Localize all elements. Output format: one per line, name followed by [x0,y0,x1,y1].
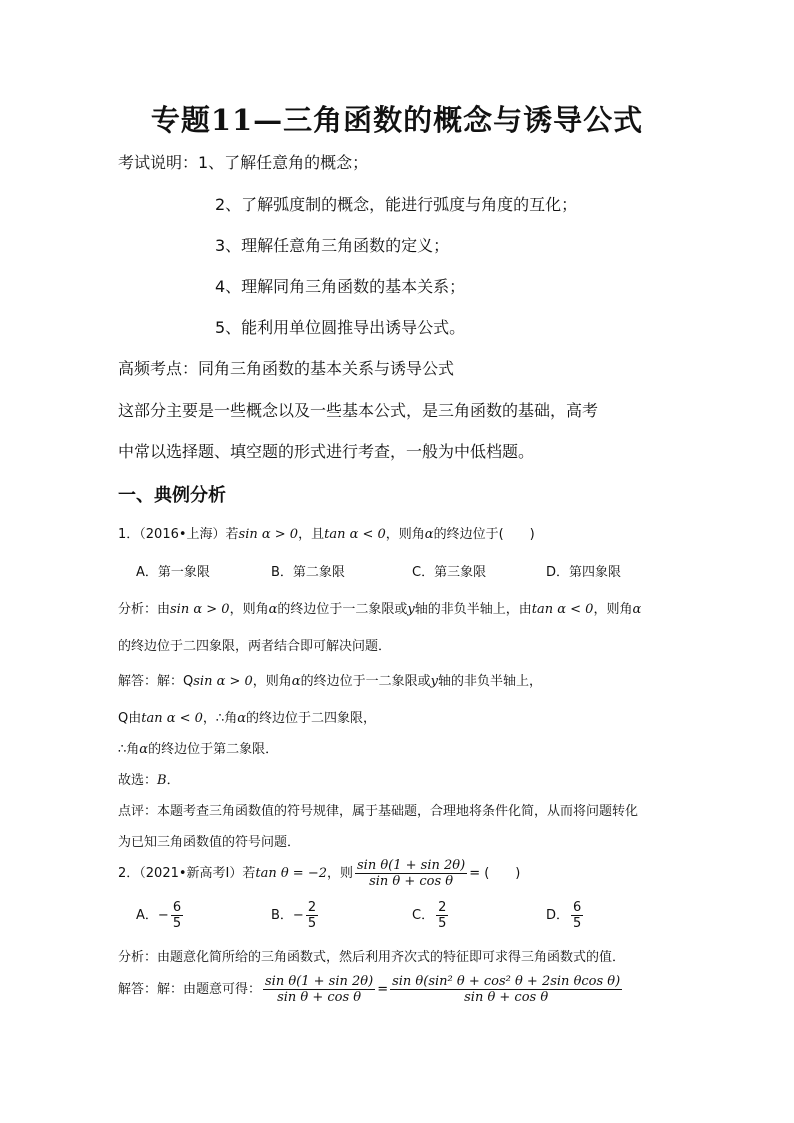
text: 的终边位于第二象限． [148,742,279,757]
q2-stem-mid: ，则 [327,866,354,881]
exam-note-item: 5、能利用单位圆推导出诱导公式。 [215,318,466,337]
math: α [237,711,246,726]
math: B [157,773,167,788]
math: y [430,674,438,689]
text: Q由 [118,711,142,726]
text: ，则角 [252,674,292,689]
math: tan α < 0 [531,602,594,617]
exam-note-label: 考试说明：1、了解任意角的概念； [118,153,369,172]
q1-answer-line [118,670,542,689]
math: sin α > 0 [193,674,253,689]
q1-answer-line [118,707,376,726]
math: y [407,602,415,617]
q1-stem-prefix: 1．（2016•上海）若 [118,527,239,542]
q1-stem-mid: ，且 [298,527,325,542]
q1-option-d: D．第四象限 [546,565,622,580]
fraction-den: sin θ + cos θ [464,990,549,1005]
q2-option-c [412,900,450,931]
math: α [139,742,149,757]
option-label: B． [271,908,293,923]
q2-option-b [271,900,320,931]
equals: = [377,982,389,997]
q2-option-a [136,900,185,931]
option-num: 6 [573,900,582,915]
exam-note-item: 3、理解任意角三角函数的定义； [215,236,450,255]
q2-answer-line [118,974,624,1005]
q2-answer-lhs [263,974,375,1005]
math: α [632,602,642,617]
math: α [268,602,278,617]
option-fraction [436,900,448,931]
q1-answer-line [118,738,278,757]
q2-stem [118,858,520,889]
text: 轴的非负半轴上， [437,674,542,689]
q1-comment-line: 为已知三角函数值的符号问题． [118,835,301,850]
text: 的终边位于二四象限， [245,711,376,726]
text: ，则角 [229,602,269,617]
q2-fraction-num: sin θ(1 + sin 2θ) [357,858,466,873]
text: ，∴角 [202,711,238,726]
option-num: 2 [438,900,447,915]
q2-fraction-den: sin θ + cos θ [369,874,454,889]
text: 的终边位于一二象限或 [277,602,408,617]
math: sin α > 0 [170,602,230,617]
high-frequency-topic: 高频考点：同角三角函数的基本关系与诱导公式 [118,359,455,378]
q1-choice-line [118,769,180,788]
option-den: 5 [438,916,447,931]
fraction-num: sin θ(sin² θ + cos² θ + 2sin θcos θ) [392,974,621,989]
exam-note-item: 4、理解同角三角函数的基本关系； [215,277,466,296]
option-fraction [306,900,318,931]
fraction-num: sin θ(1 + sin 2θ) [265,974,374,989]
text: ． [166,773,180,788]
q1-option-b: B．第二象限 [271,565,345,580]
q1-cond-tan: tan α < 0 [324,527,386,542]
q2-stem-prefix: 2．（2021•新高考Ⅰ）若 [118,866,256,881]
text: 解答：解：Q [118,674,194,689]
text: 分析：由 [118,602,171,617]
option-label: D． [546,908,570,923]
text: ，则角 [593,602,633,617]
option-num: 6 [172,900,182,915]
math: tan α < 0 [141,711,203,726]
option-num: 2 [307,900,317,915]
q1-option-a: A．第一象限 [136,565,210,580]
q1-stem-suffix: 的终边位于( ) [433,527,535,542]
q1-option-c: C．第三象限 [412,565,487,580]
text: 轴的非负半轴上，由 [414,602,532,617]
q2-fraction [355,858,467,889]
intro-line: 中常以选择题、填空题的形式进行考查，一般为中低档题。 [118,442,535,461]
text: ∴角 [118,742,140,757]
q1-stem-mid2: ，则角 [385,527,425,542]
option-label: C． [412,908,435,923]
option-den: 5 [172,916,182,931]
option-fraction [171,900,183,931]
q2-cond: tan θ = −2 [255,866,327,881]
option-den: 5 [307,916,317,931]
q1-comment-line: 点评：本题考查三角函数值的符号规律，属于基础题，合理地将条件化简，从而将问题转化 [118,804,639,819]
q2-answer-rhs [390,974,622,1005]
exam-note-item: 2、了解弧度制的概念，能进行弧度与角度的互化； [215,195,578,214]
q1-analysis-line [118,598,641,617]
option-sign: − [292,908,304,923]
q2-analysis-line: 分析：由题意化简所给的三角函数式，然后利用齐次式的特征即可求得三角函数式的值． [118,950,626,965]
text: 故选： [118,773,158,788]
option-fraction [571,900,583,931]
q2-option-d [546,900,585,931]
q1-alpha: α [424,527,434,542]
text: 的终边位于一二象限或 [300,674,431,689]
section-heading: 一、典例分析 [118,485,226,506]
q2-stem-suffix: = ( ) [469,866,521,881]
option-label: A． [136,908,158,923]
text: 解答：解：由题意可得： [118,982,262,997]
page-title: 专题11—三角函数的概念与诱导公式 [150,103,644,137]
q1-analysis-line: 的终边位于二四象限，两者结合即可解决问题． [118,639,392,654]
q1-stem [118,523,535,542]
option-den: 5 [573,916,582,931]
option-sign: − [157,908,169,923]
math: α [291,674,301,689]
q1-cond-sin: sin α > 0 [238,527,299,542]
fraction-den: sin θ + cos θ [277,990,362,1005]
intro-line: 这部分主要是一些概念以及一些基本公式，是三角函数的基础，高考 [118,401,599,420]
